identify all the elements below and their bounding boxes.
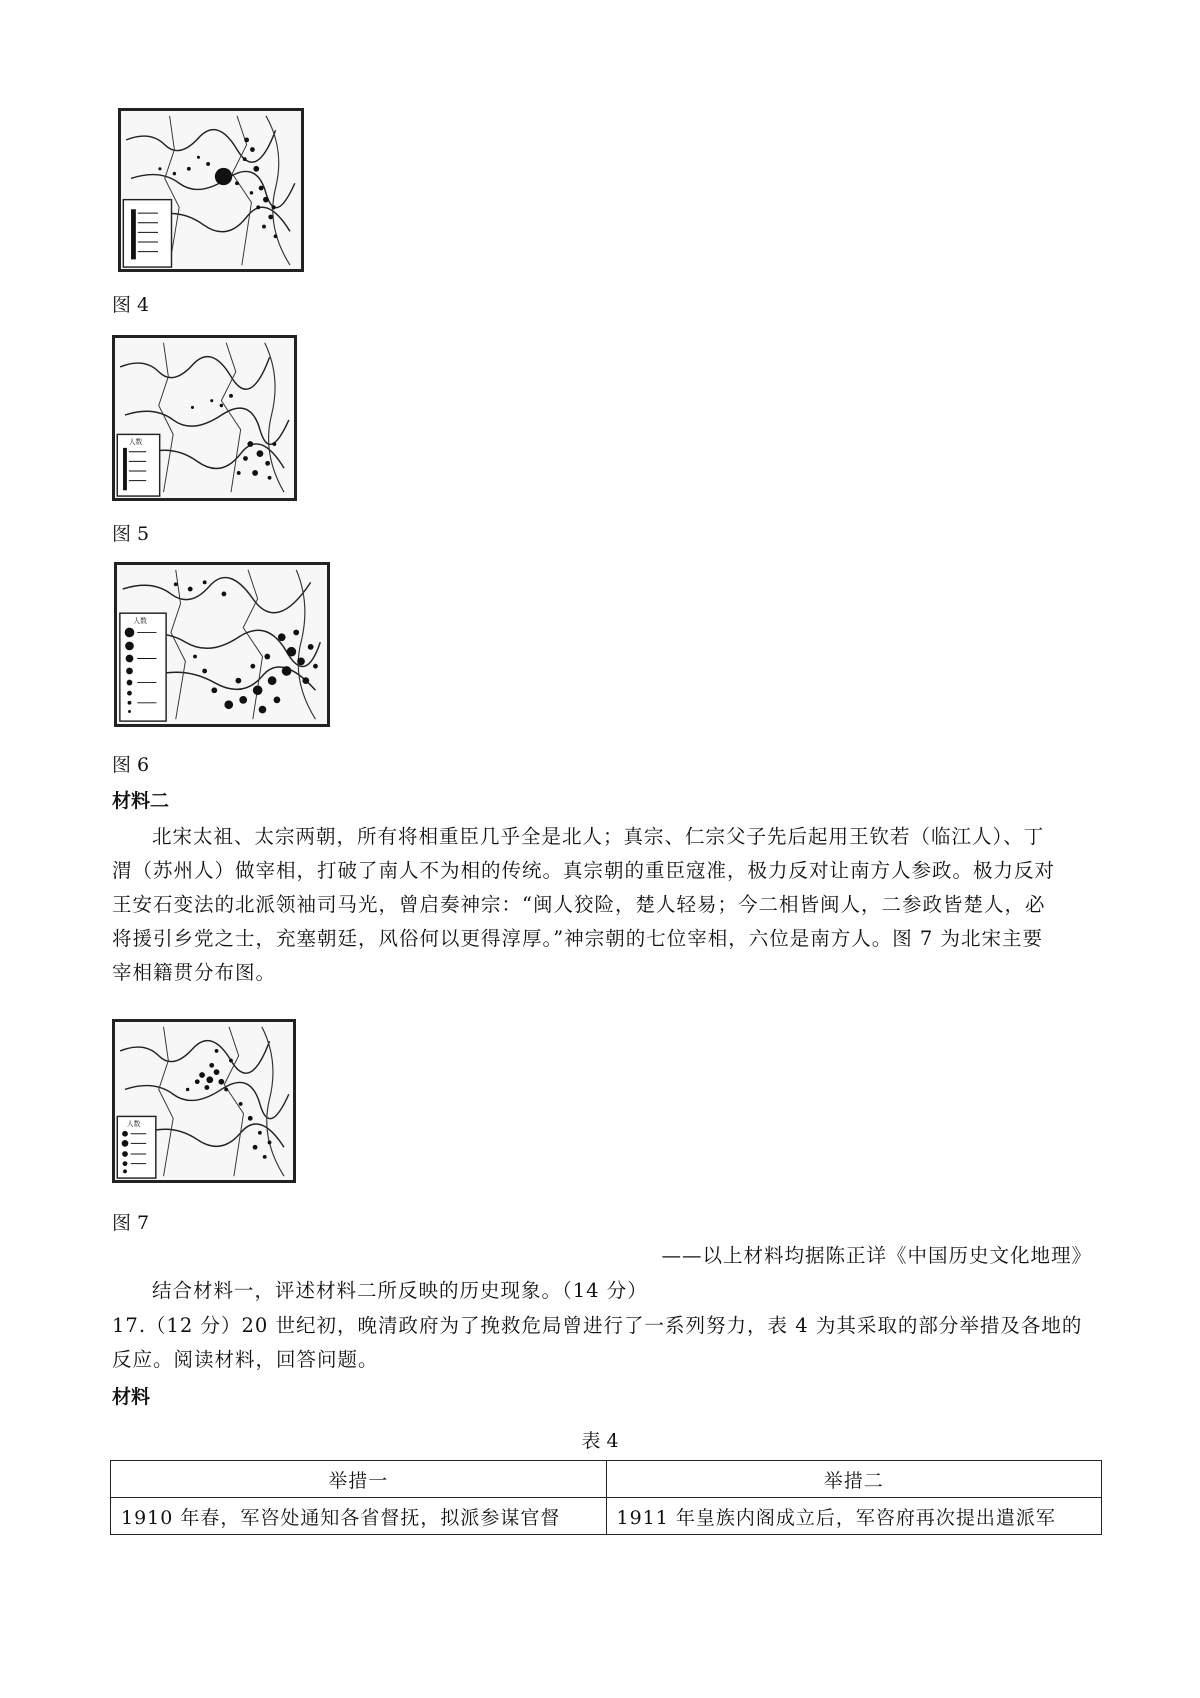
figure-7-caption: 图 7 [112, 1212, 150, 1234]
question-17-line-1: 17.（12 分）20 世纪初，晚清政府为了挽救危局曾进行了一系列努力，表 4 为其采取的部分举措及各地的 [112, 1314, 1083, 1337]
figure-7-map [112, 1019, 296, 1183]
map-5-drawing [115, 338, 294, 498]
material-2-line-1: 北宋太祖、太宗两朝，所有将相重臣几乎全是北人；真宗、仁宗父子先后起用王钦若（临江人）、丁 [152, 825, 1045, 848]
table-header-measure-2: 举措二 [606, 1461, 1102, 1498]
material-2-heading: 材料二 [112, 790, 170, 812]
question-17-line-2: 反应。阅读材料，回答问题。 [112, 1348, 379, 1371]
figure-7-legend-label: 人数 [126, 1120, 141, 1129]
figure-4-map [118, 108, 304, 272]
material-2-line-2: 渭（苏州人）做宰相，打破了南人不为相的传统。真宗朝的重臣寇准，极力反对让南方人参政。极力反对 [112, 859, 1056, 882]
figure-5-legend-label: 人数 [128, 438, 143, 447]
figure-6-legend-label: 人数 [133, 616, 147, 625]
material-2-line-3: 王安石变法的北派领袖司马光，曾启奏神宗：“闽人狡险，楚人轻易；今二相皆闽人，二参政皆楚人，必 [112, 893, 1046, 916]
figure-6-map [114, 562, 330, 727]
table-header-row [111, 1461, 1102, 1498]
figure-4-caption: 图 4 [112, 294, 150, 316]
figure-6-caption: 图 6 [112, 754, 150, 776]
map-7-drawing [115, 1022, 293, 1180]
table-cell-measure-2: 1911 年皇族内阁成立后，军咨府再次提出遣派军 [606, 1498, 1102, 1535]
table-row [111, 1498, 1102, 1535]
question-17-material-heading: 材料 [112, 1386, 151, 1408]
map-6-drawing [117, 565, 327, 724]
map-4-drawing [121, 111, 301, 269]
figure-5-map [112, 335, 297, 501]
material-2-line-5: 宰相籍贯分布图。 [112, 961, 277, 984]
table-4-title: 表 4 [581, 1430, 619, 1452]
table-cell-measure-1: 1910 年春，军咨处通知各省督抚，拟派参谋官督 [111, 1498, 607, 1535]
source-note: ——以上材料均据陈正详《中国历史文化地理》 [661, 1244, 1092, 1267]
material-2-line-4: 将援引乡党之士，充塞朝廷，风俗何以更得淳厚。”神宗朝的七位宰相，六位是南方人。图 7 为北宋主要 [112, 927, 1044, 950]
figure-5-caption: 图 5 [112, 523, 150, 545]
table-4 [110, 1460, 1102, 1535]
question-16-prompt: 结合材料一，评述材料二所反映的历史现象。（14 分） [152, 1279, 648, 1302]
table-header-measure-1: 举措一 [111, 1461, 607, 1498]
